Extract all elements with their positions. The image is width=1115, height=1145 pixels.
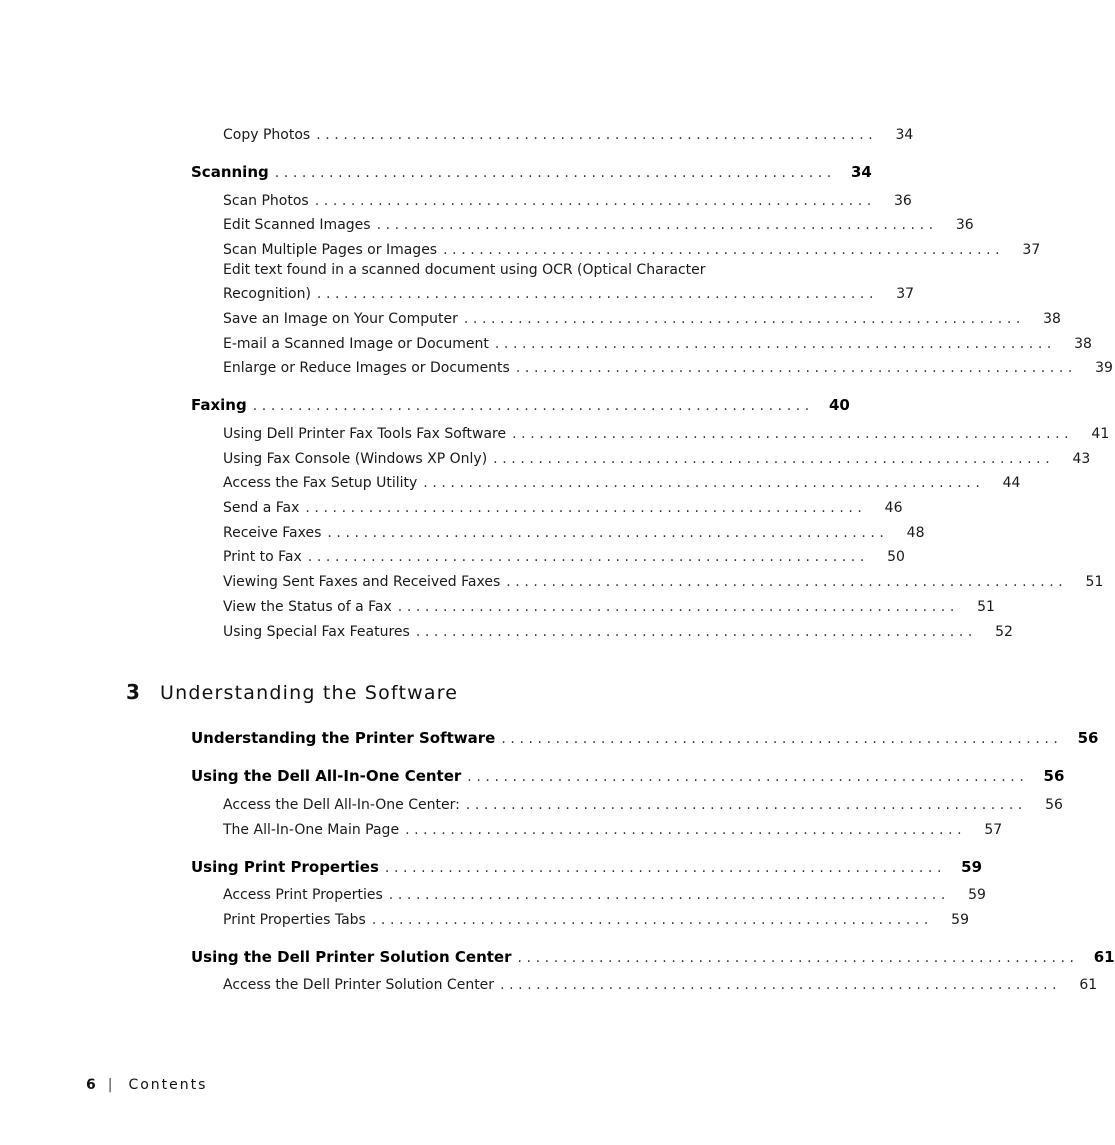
dot-leader: .............................................................. <box>371 912 933 928</box>
toc-entry-page: 38 <box>1074 336 1092 352</box>
toc-entry-copy-photos[interactable] <box>223 121 914 143</box>
toc-entry-title: Viewing Sent Faxes and Received Faxes <box>223 574 501 590</box>
toc-entry-page: 44 <box>1002 475 1021 491</box>
toc-section-aio-center[interactable] <box>191 763 1065 785</box>
toc-section-title: Understanding the Printer Software <box>191 729 496 747</box>
toc-entry-page: 37 <box>896 286 915 302</box>
toc-entry-title: Save an Image on Your Computer <box>223 311 458 327</box>
dot-leader: .............................................................. <box>316 127 878 143</box>
toc-section-title: Using Print Properties <box>191 858 379 876</box>
toc-section-title: Scanning <box>191 163 269 181</box>
toc-entry-viewing-sent[interactable] <box>223 568 1104 590</box>
toc-entry-page: 36 <box>955 217 974 233</box>
toc-entry-title: E-mail a Scanned Image or Document <box>223 336 489 352</box>
dot-leader: .............................................................. <box>307 549 869 565</box>
toc-entry-fax-setup[interactable] <box>223 469 1021 491</box>
dot-leader: .............................................................. <box>384 860 947 876</box>
toc-entry-page: 37 <box>1022 242 1041 258</box>
toc-entry-title: Access the Dell All-In-One Center: <box>223 797 460 813</box>
toc-entry-title: Scan Multiple Pages or Images <box>223 242 438 258</box>
toc-entry-page: 38 <box>1043 311 1061 327</box>
footer-separator: | <box>107 1077 113 1093</box>
toc-section-page: 34 <box>850 163 872 181</box>
toc-entry-page: 41 <box>1091 426 1110 442</box>
toc-section-scanning[interactable] <box>191 159 872 181</box>
toc-entry-page: 43 <box>1072 451 1091 467</box>
dot-leader: .............................................................. <box>500 977 1062 993</box>
toc-entry-fax-console[interactable] <box>223 445 1091 467</box>
dot-leader: .............................................................. <box>494 336 1056 352</box>
page-footer <box>86 1077 207 1093</box>
toc-entry-title: Copy Photos <box>223 127 311 143</box>
toc-entry-special-fax[interactable] <box>223 618 1013 640</box>
toc-entry-page: 51 <box>1085 574 1104 590</box>
toc-entry-page: 48 <box>906 525 925 541</box>
chapter-number: 3 <box>126 680 140 704</box>
dot-leader: .............................................................. <box>274 165 836 181</box>
toc-section-page: 56 <box>1077 729 1099 747</box>
dot-leader: .............................................................. <box>512 426 1074 442</box>
toc-entry-title: Print Properties Tabs <box>223 912 366 928</box>
toc-entry-title: Receive Faxes <box>223 525 322 541</box>
toc-section-page: 56 <box>1043 767 1065 785</box>
toc-entry-save-image[interactable] <box>223 305 1061 327</box>
toc-section-understanding-printer-software[interactable] <box>191 725 1099 747</box>
toc-entry-access-aio[interactable] <box>223 791 1063 813</box>
toc-entry-page: 51 <box>977 599 995 615</box>
chapter-heading[interactable] <box>126 680 458 704</box>
dot-leader: .............................................................. <box>501 731 1063 747</box>
toc-entry-receive-faxes[interactable] <box>223 519 925 541</box>
dot-leader: .............................................................. <box>443 242 1005 258</box>
toc-entry-title: Edit Scanned Images <box>223 217 371 233</box>
toc-entry-send-fax[interactable] <box>223 494 903 516</box>
dot-leader: .............................................................. <box>467 769 1029 785</box>
toc-entry-page: 57 <box>984 822 1003 838</box>
toc-section-page: 61 <box>1093 948 1115 966</box>
dot-leader: .............................................................. <box>463 311 1025 327</box>
toc-entry-print-properties-tabs[interactable] <box>223 906 969 928</box>
toc-entry-page: 56 <box>1045 797 1063 813</box>
toc-entry-page: 59 <box>951 912 969 928</box>
dot-leader: .............................................................. <box>388 887 950 903</box>
toc-entry-page: 36 <box>894 193 912 209</box>
dot-leader: .............................................................. <box>397 599 959 615</box>
toc-entry-ocr[interactable] <box>223 280 915 302</box>
dot-leader: .............................................................. <box>376 217 938 233</box>
toc-entry-email-scanned[interactable] <box>223 330 1092 352</box>
toc-entry-title: Access the Dell Printer Solution Center <box>223 977 495 993</box>
toc-section-title: Using the Dell Printer Solution Center <box>191 948 512 966</box>
toc-entry-page: 46 <box>884 500 903 516</box>
toc-entry-title: View the Status of a Fax <box>223 599 392 615</box>
toc-section-faxing[interactable] <box>191 392 850 414</box>
dot-leader: .............................................................. <box>423 475 985 491</box>
toc-entry-edit-scanned-images[interactable] <box>223 211 974 233</box>
toc-entry-title: Enlarge or Reduce Images or Documents <box>223 360 510 376</box>
toc-entry-view-status[interactable] <box>223 593 995 615</box>
dot-leader: .............................................................. <box>517 950 1079 966</box>
dot-leader: .............................................................. <box>415 624 977 640</box>
toc-entry-access-print-properties[interactable] <box>223 881 986 903</box>
toc-entry-title: The All-In-One Main Page <box>223 822 400 838</box>
dot-leader: .............................................................. <box>493 451 1055 467</box>
toc-section-page: 59 <box>961 858 983 876</box>
toc-entry-title: Using Dell Printer Fax Tools Fax Software <box>223 426 507 442</box>
toc-entry-scan-multiple[interactable] <box>223 236 1041 258</box>
toc-entry-title: Using Special Fax Features <box>223 624 410 640</box>
dot-leader: .............................................................. <box>252 398 814 414</box>
toc-entry-ocr-line1[interactable]: Edit text found in a scanned document using OCR (Optical Character <box>223 262 706 278</box>
toc-entry-page: 50 <box>887 549 905 565</box>
dot-leader: .............................................................. <box>316 286 879 302</box>
chapter-title: Understanding the Software <box>160 682 459 704</box>
dot-leader: .............................................................. <box>327 525 889 541</box>
toc-entry-title: Recognition) <box>223 286 311 302</box>
dot-leader: .............................................................. <box>515 360 1077 376</box>
footer-page-number: 6 <box>86 1077 96 1093</box>
toc-section-title: Faxing <box>191 396 247 414</box>
dot-leader: .............................................................. <box>405 822 967 838</box>
toc-section-print-properties[interactable] <box>191 854 983 876</box>
toc-section-page: 40 <box>828 396 850 414</box>
toc-entry-page: 34 <box>895 127 914 143</box>
toc-entry-title: Send a Fax <box>223 500 300 516</box>
toc-entry-scan-photos[interactable] <box>223 187 912 209</box>
toc-section-title: Using the Dell All-In-One Center <box>191 767 462 785</box>
toc-entry-page: 59 <box>968 887 986 903</box>
toc-entry-print-to-fax[interactable] <box>223 543 905 565</box>
toc-section-solution-center[interactable] <box>191 944 1115 966</box>
dot-leader: .............................................................. <box>465 797 1027 813</box>
toc-entry-page: 61 <box>1079 977 1098 993</box>
dot-leader: .............................................................. <box>506 574 1068 590</box>
toc-entry-title: Scan Photos <box>223 193 309 209</box>
toc-entry-fax-tools[interactable] <box>223 420 1110 442</box>
toc-entry-title: Using Fax Console (Windows XP Only) <box>223 451 488 467</box>
toc-entry-page: 52 <box>995 624 1013 640</box>
footer-label: Contents <box>128 1077 208 1093</box>
toc-entry-title: Access the Fax Setup Utility <box>223 475 418 491</box>
toc-entry-access-solution-center[interactable] <box>223 971 1098 993</box>
toc-entry-title: Print to Fax <box>223 549 302 565</box>
toc-entry-page: 39 <box>1095 360 1113 376</box>
dot-leader: .............................................................. <box>305 500 867 516</box>
dot-leader: .............................................................. <box>314 193 876 209</box>
toc-entry-title: Access Print Properties <box>223 887 383 903</box>
toc-entry-enlarge-reduce[interactable] <box>223 354 1113 376</box>
toc-entry-aio-main-page[interactable] <box>223 816 1003 838</box>
